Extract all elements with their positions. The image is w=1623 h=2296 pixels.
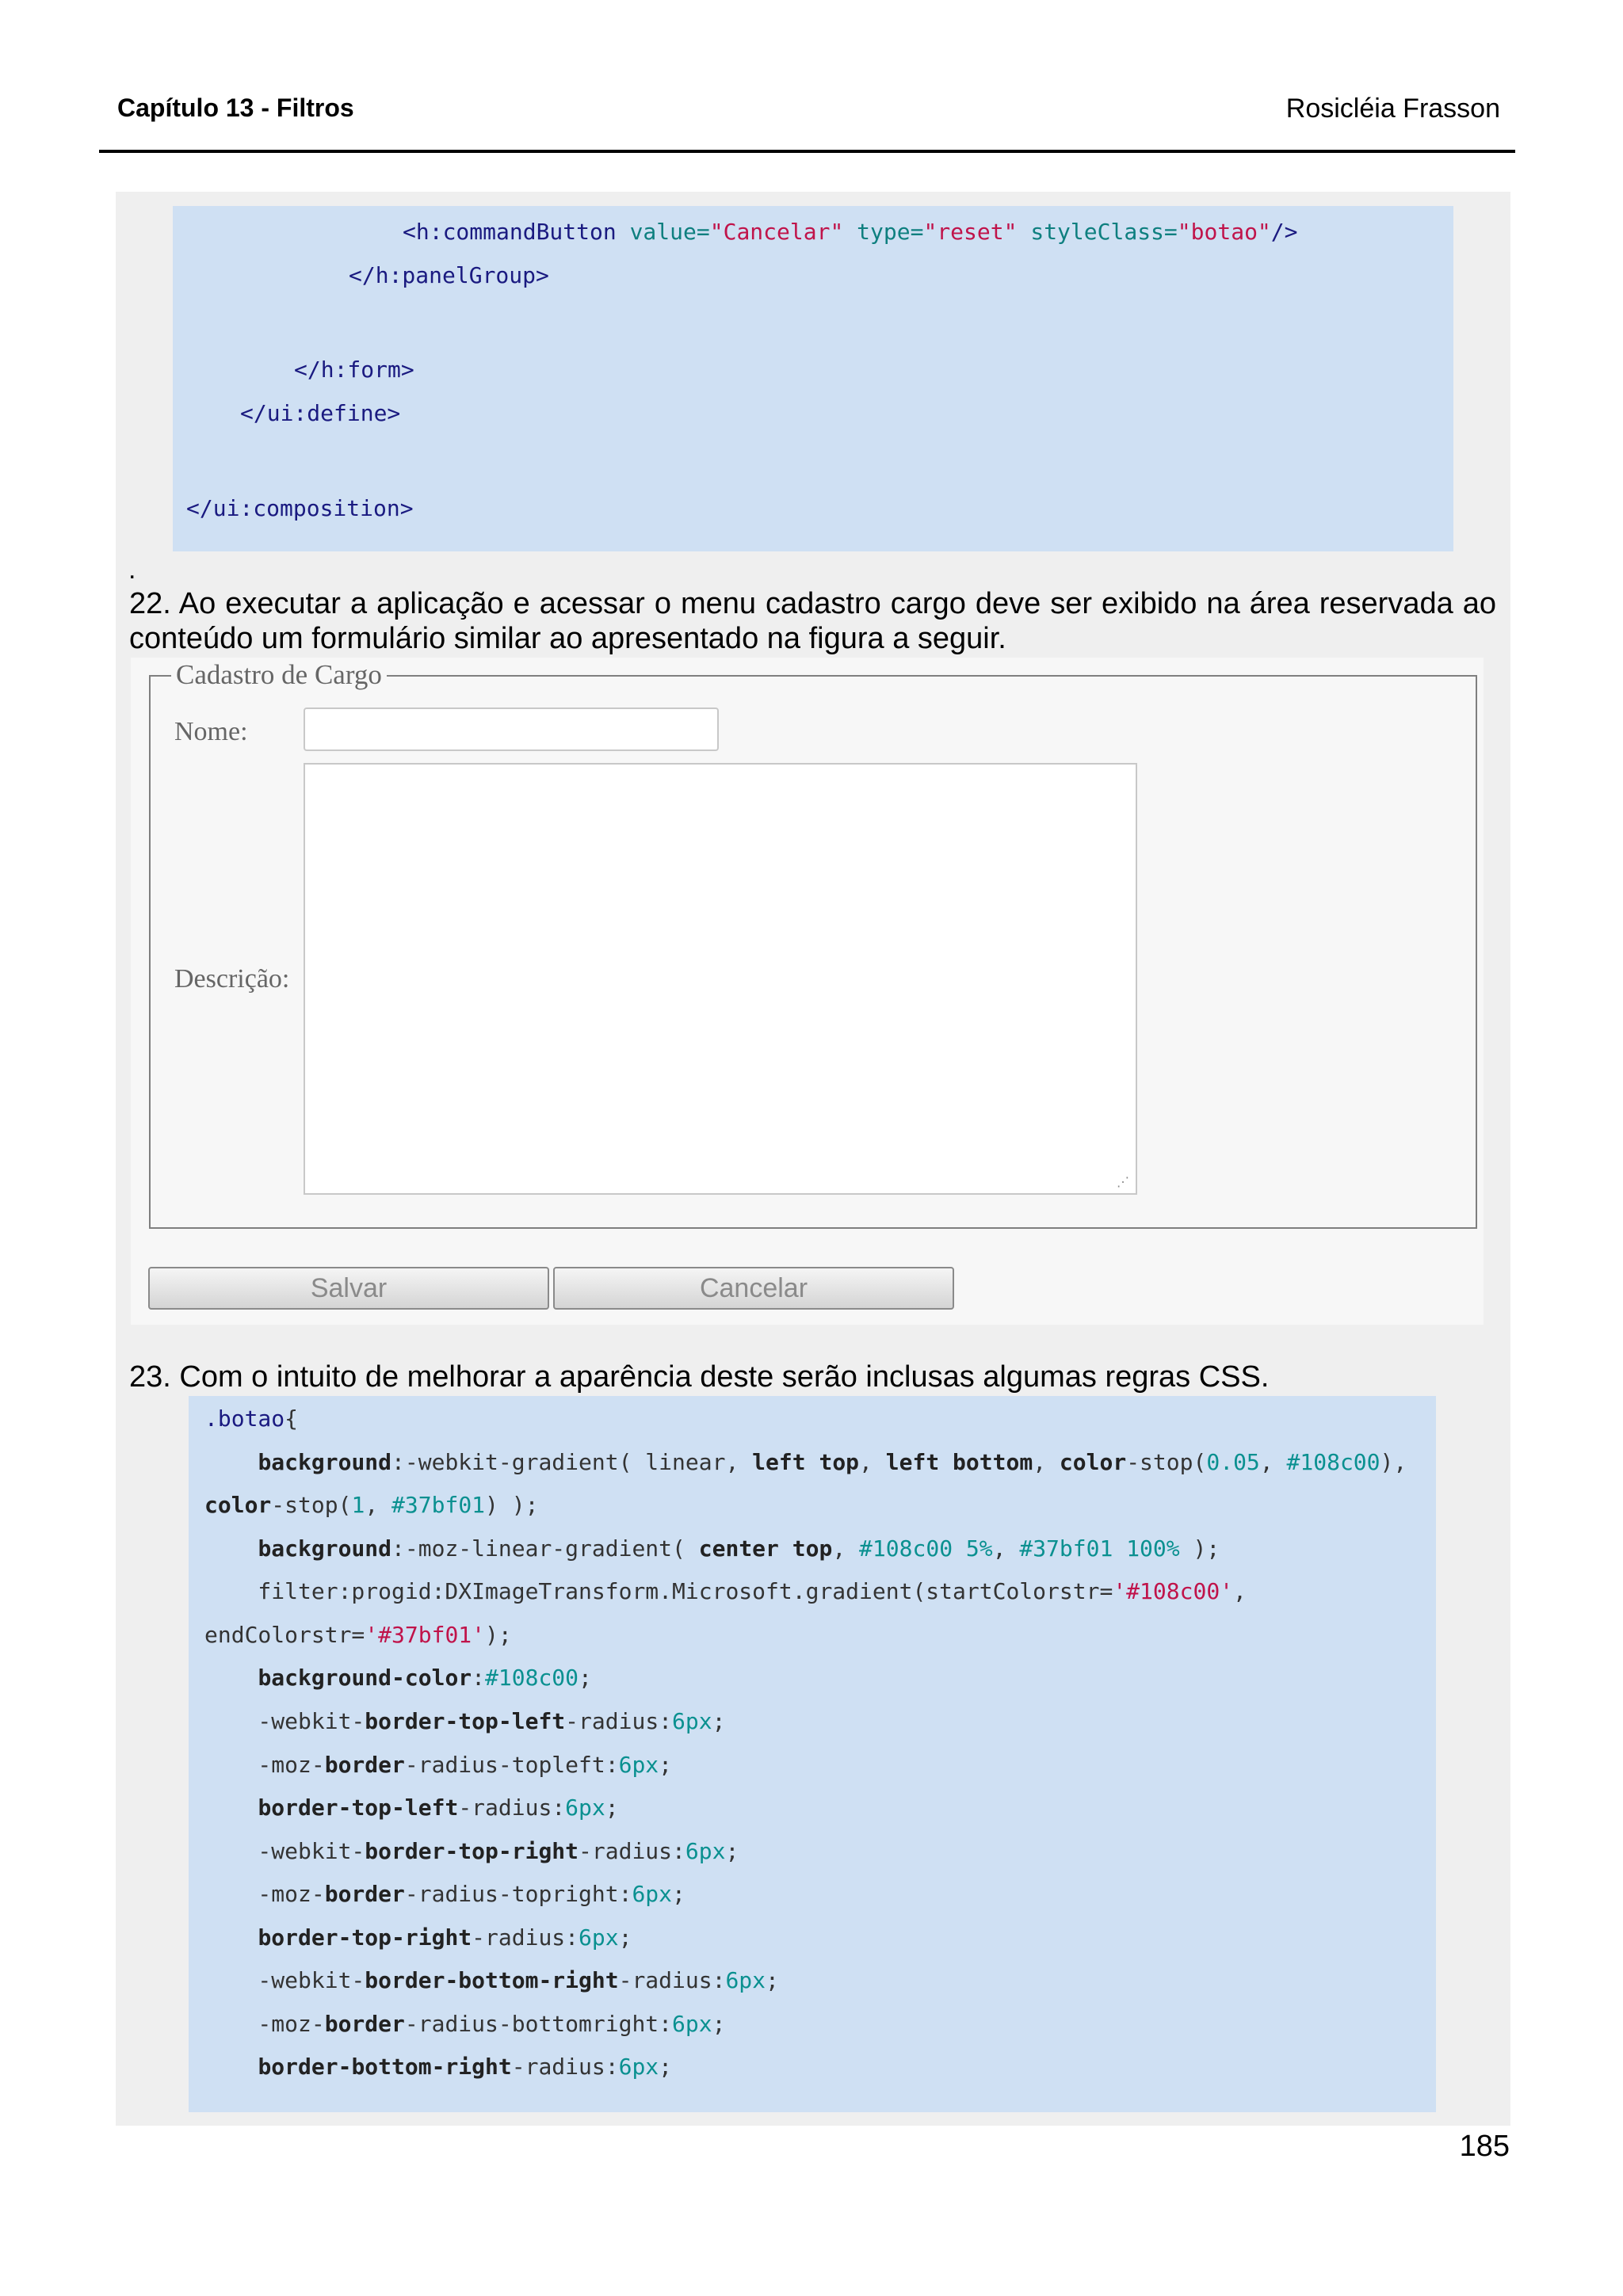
code-block-css (189, 1396, 1436, 2112)
code-line: -moz-border-radius-bottomright:6px; (204, 2011, 726, 2037)
code-line: -moz-border-radius-topright:6px; (204, 1881, 685, 1907)
author-name: Rosicléia Frasson (1285, 93, 1500, 124)
nome-label: Nome: (174, 717, 248, 746)
step-22-text: 22. Ao executar a aplicação e acessar o menu cadastro cargo deve ser exibido na área reservada ao conteúdo um formulário similar ao apresentado na figura a seguir. (129, 587, 1496, 655)
fieldset-legend: Cadastro de Cargo (171, 659, 387, 691)
code-line: </ui:composition> (186, 495, 414, 521)
code-line: .botao{ (204, 1405, 299, 1432)
code-line: -moz-border-radius-topleft:6px; (204, 1752, 673, 1778)
code-line: </h:form> (294, 357, 414, 383)
header-rule (99, 150, 1515, 153)
cancelar-button[interactable]: Cancelar (553, 1267, 954, 1310)
code-line: filter:progid:DXImageTransform.Microsoft.gradient(startColorstr='#108c00', (204, 1578, 1247, 1604)
salvar-button[interactable]: Salvar (148, 1267, 549, 1310)
code-line: background-color:#108c00; (258, 1665, 592, 1691)
code-line: background:-moz-linear-gradient( center top, #108c00 5%, #37bf01 100% ); (258, 1535, 1220, 1562)
code-line: -webkit-border-bottom-right-radius:6px; (204, 1967, 779, 1993)
code-line: -webkit-border-top-left-radius:6px; (204, 1708, 726, 1734)
descricao-textarea[interactable] (304, 763, 1137, 1195)
code-line: border-top-left-radius:6px; (258, 1794, 619, 1821)
step-23-text: 23. Com o intuito de melhorar a aparência deste serão inclusas algumas regras CSS. (129, 1360, 1270, 1394)
nome-input[interactable] (304, 707, 719, 751)
code-line: border-top-right-radius:6px; (258, 1924, 632, 1951)
page-number: 185 (1459, 2130, 1510, 2163)
code-line: -webkit-border-top-right-radius:6px; (204, 1838, 739, 1864)
code-line: endColorstr='#37bf01'); (204, 1622, 512, 1648)
resize-handle-icon[interactable]: ⋰ (1117, 1176, 1129, 1189)
code-line: </ui:define> (240, 400, 401, 426)
stray-dot: . (128, 555, 136, 585)
code-line: color-stop(1, #37bf01) ); (204, 1492, 539, 1518)
code-line: </h:panelGroup> (349, 262, 549, 288)
descricao-label: Descrição: (174, 964, 290, 994)
code-line: background:-webkit-gradient( linear, left top, left bottom, color-stop(0.05, #108c00), (258, 1449, 1407, 1475)
code-line: <h:commandButton value="Cancelar" type="reset" styleClass="botao"/> (403, 219, 1298, 245)
chapter-title: Capítulo 13 - Filtros (117, 93, 354, 122)
code-line: border-bottom-right-radius:6px; (258, 2054, 673, 2080)
code-block-xhtml (173, 206, 1453, 551)
